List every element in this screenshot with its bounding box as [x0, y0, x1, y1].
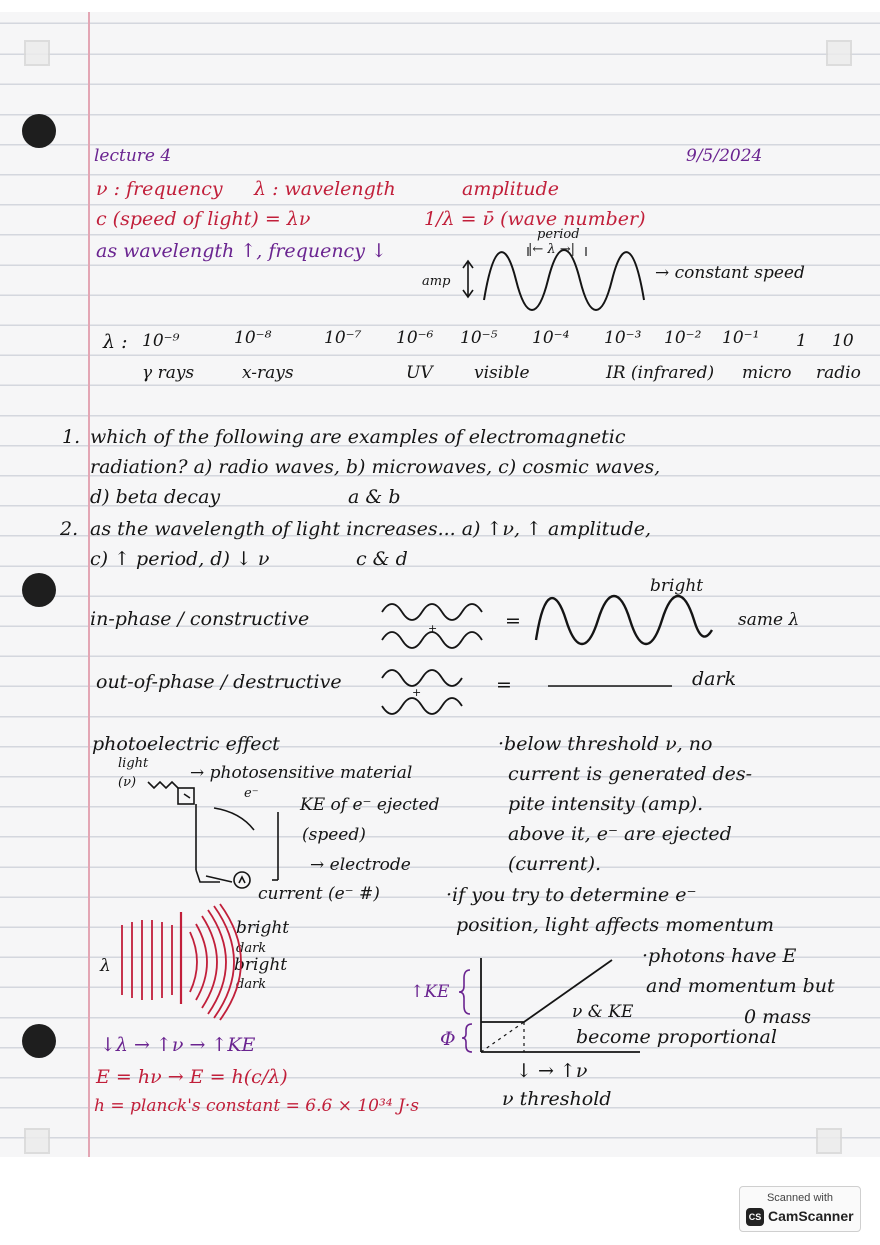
- note-line: above it, e⁻ are ejected: [508, 823, 732, 845]
- spectrum-value: 10: [832, 331, 854, 351]
- diffraction-label: bright: [236, 918, 290, 938]
- spectrum-region: γ rays: [142, 363, 195, 383]
- constructive-wave-top: [382, 604, 482, 620]
- work-function-symbol: Φ: [440, 1028, 456, 1050]
- dark-label: dark: [692, 668, 737, 690]
- note-line: ·photons have E: [642, 945, 797, 967]
- lecture-title: lecture 4: [94, 146, 172, 166]
- note-line: pite intensity (amp).: [508, 793, 704, 815]
- same-lambda-label: same λ: [738, 610, 800, 630]
- spectrum-prefix: λ :: [103, 331, 128, 353]
- spectrum-value: 10⁻³: [604, 328, 642, 348]
- spectrum-region: visible: [474, 363, 530, 383]
- spectrum-value: 10⁻²: [664, 328, 702, 348]
- diffraction-figure: [122, 904, 241, 1020]
- note-line: ·below threshold ν, no: [498, 733, 713, 755]
- plus-sign: +: [428, 622, 438, 635]
- formula-chain: ↓λ → ↑ν → ↑KE: [100, 1034, 256, 1056]
- electrode-label: → electrode: [310, 855, 411, 875]
- diffraction-label: dark: [236, 977, 267, 992]
- question-answer: c & d: [356, 548, 408, 570]
- spectrum-value: 10⁻⁵: [460, 328, 498, 348]
- question-line: radiation? a) radio waves, b) microwaves, c) cosmic waves,: [90, 456, 661, 478]
- ke-axis-label: ↑KE: [410, 982, 450, 1002]
- constructive-sum-wave: [536, 596, 712, 644]
- period-label: period: [537, 227, 580, 242]
- camscanner-badge: [739, 1186, 861, 1232]
- note-line: and momentum but: [646, 975, 835, 997]
- note-line: position, light affects momentum: [456, 914, 775, 936]
- ke-vs-frequency-graph: [481, 958, 640, 1052]
- amp-label: amp: [422, 274, 451, 289]
- ke-label: KE of e⁻ ejected: [300, 795, 440, 815]
- material-label: → photosensitive material: [190, 763, 413, 783]
- spectrum-region: UV: [406, 363, 433, 383]
- question-line: d) beta decay: [90, 486, 221, 508]
- spectrum-value: 10⁻¹: [722, 328, 760, 348]
- spectrum-region: IR (infrared): [606, 363, 715, 383]
- light-label: light: [118, 756, 149, 771]
- spectrum-value: 10⁻⁴: [532, 328, 570, 348]
- def-wavenumber: 1/λ = ν̄ (wave number): [424, 208, 646, 230]
- destructive-label: out-of-phase / destructive: [96, 671, 342, 693]
- def-relation: as wavelength ↑, frequency ↓: [96, 240, 387, 262]
- threshold-label: ν threshold: [502, 1088, 612, 1110]
- equals-sign: =: [505, 610, 521, 632]
- question-line: c) ↑ period, d) ↓ ν: [90, 548, 270, 570]
- note-line: 0 mass: [744, 1006, 811, 1028]
- spectrum-region: radio: [816, 363, 861, 383]
- photoelectric-diagram: [148, 782, 278, 888]
- amplitude-arrow: [463, 261, 473, 297]
- question-number: 1.: [62, 426, 81, 448]
- question-number: 2.: [60, 518, 79, 540]
- constructive-label: in-phase / constructive: [90, 608, 310, 630]
- bright-label: bright: [650, 576, 704, 596]
- proportional-label: ν & KE: [572, 1002, 634, 1022]
- spectrum-value: 10⁻⁶: [396, 328, 434, 348]
- formula-planck: h = planck's constant = 6.6 × 10³⁴ J·s: [94, 1096, 419, 1116]
- destructive-wave-bottom: [382, 698, 462, 714]
- def-frequency: ν : frequency: [96, 178, 223, 200]
- speed-label: (speed): [302, 825, 366, 845]
- diffraction-lambda: λ: [100, 956, 111, 976]
- sine-wave: [484, 250, 644, 310]
- note-line: current is generated des-: [508, 763, 753, 785]
- camscanner-logo-icon: CS: [746, 1208, 764, 1226]
- question-answer: a & b: [348, 486, 401, 508]
- def-wavelength: λ : wavelength: [254, 178, 396, 200]
- current-label: current (e⁻ #): [258, 884, 380, 904]
- question-line: which of the following are examples of electromagnetic: [90, 426, 626, 448]
- lecture-date: 9/5/2024: [686, 146, 763, 166]
- scanned-with-label: Scanned with: [766, 1192, 834, 1204]
- diffraction-label: dark: [236, 941, 267, 956]
- constant-speed-label: → constant speed: [655, 263, 805, 283]
- def-amplitude: amplitude: [462, 178, 559, 200]
- nu-label: (ν): [118, 775, 137, 790]
- formula-energy: E = hν → E = h(c/λ): [96, 1066, 288, 1088]
- diffraction-label: bright: [234, 955, 288, 975]
- def-speed-of-light: c (speed of light) = λν: [96, 208, 311, 230]
- question-line: as the wavelength of light increases... a) ↑ν, ↑ amplitude,: [90, 518, 651, 540]
- note-line: ·if you try to determine e⁻: [446, 884, 697, 906]
- destructive-wave-top: [382, 670, 462, 686]
- camscanner-name: CamScanner: [768, 1208, 854, 1224]
- plus-sign: +: [412, 686, 422, 699]
- spectrum-region: x-rays: [242, 363, 294, 383]
- x-axis-arrows: ↓ → ↑ν: [516, 1060, 588, 1082]
- lambda-span-label: |← λ →|: [528, 242, 576, 257]
- electron-label: e⁻: [244, 786, 259, 801]
- spectrum-region: micro: [742, 363, 792, 383]
- proportional-text: become proportional: [576, 1026, 777, 1048]
- spectrum-value: 10⁻⁸: [234, 328, 272, 348]
- equals-sign: =: [496, 674, 512, 696]
- spectrum-value: 1: [796, 331, 807, 351]
- spectrum-value: 10⁻⁷: [324, 328, 362, 348]
- spectrum-value: 10⁻⁹: [142, 331, 180, 351]
- note-line: (current).: [508, 853, 602, 875]
- graph-braces: [459, 970, 472, 1052]
- photoelectric-title: photoelectric effect: [92, 733, 280, 755]
